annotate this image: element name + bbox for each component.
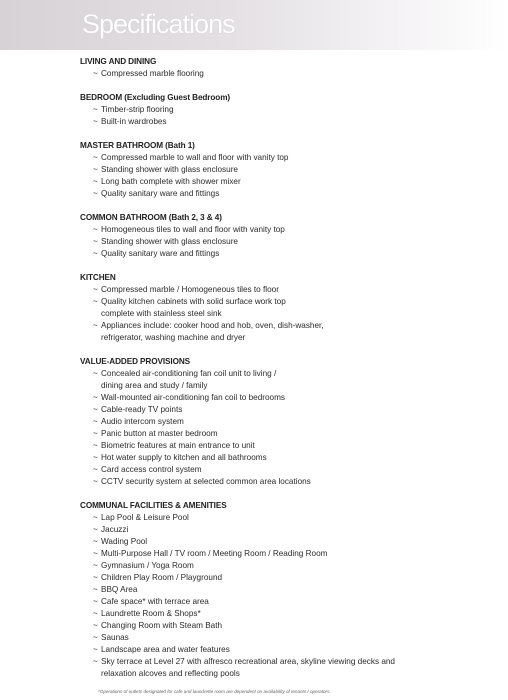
tilde-bullet-icon: ~ (93, 165, 98, 174)
spec-item (93, 392, 490, 404)
spec-item (93, 560, 490, 572)
spec-item-text: CCTV security system at selected common area locations (101, 477, 311, 486)
spec-section (80, 140, 490, 200)
spec-item-text: Quality sanitary ware and fittings (101, 189, 220, 198)
spec-item (93, 152, 490, 164)
tilde-bullet-icon: ~ (93, 513, 98, 522)
spec-section (80, 212, 490, 260)
spec-item-text: Saunas (101, 633, 129, 642)
spec-item (93, 248, 490, 260)
tilde-bullet-icon: ~ (93, 393, 98, 402)
spec-section (80, 500, 490, 680)
spec-item (93, 188, 490, 200)
spec-item-text: Wall-mounted air-conditioning fan coil to bedrooms (101, 393, 286, 402)
spec-item-text: Landscape area and water features (101, 645, 230, 654)
spec-item (93, 368, 490, 392)
tilde-bullet-icon: ~ (93, 105, 98, 114)
specifications-list (80, 56, 490, 692)
spec-item-text: Compressed marble flooring (101, 69, 204, 78)
spec-item (93, 176, 490, 188)
tilde-bullet-icon: ~ (93, 237, 98, 246)
spec-item-text: dining area and study / family (101, 381, 208, 390)
spec-section (80, 92, 490, 128)
tilde-bullet-icon: ~ (93, 441, 98, 450)
spec-item-text: Compressed marble to wall and floor with vanity top (101, 153, 289, 162)
spec-item-text: Timber-strip flooring (101, 105, 174, 114)
header-band (0, 0, 508, 50)
spec-item-text: Compressed marble / Homogeneous tiles to floor (101, 285, 279, 294)
page-title: Specifications (82, 9, 235, 39)
spec-item (93, 284, 490, 296)
section-heading: COMMUNAL FACILITIES & AMENITIES (80, 501, 227, 510)
spec-item-text: Card access control system (101, 465, 202, 474)
tilde-bullet-icon: ~ (93, 573, 98, 582)
tilde-bullet-icon: ~ (93, 477, 98, 486)
spec-item (93, 320, 490, 344)
spec-item-text: Jacuzzi (101, 525, 129, 534)
spec-item-text: Biometric features at main entrance to unit (101, 441, 255, 450)
spec-item-text: Built-in wardrobes (101, 117, 167, 126)
section-heading: VALUE-ADDED PROVISIONS (80, 357, 191, 366)
spec-item-text: BBQ Area (101, 585, 138, 594)
spec-item (93, 536, 490, 548)
spec-item-text: Audio intercom system (101, 417, 184, 426)
tilde-bullet-icon: ~ (93, 621, 98, 630)
spec-section (80, 272, 490, 344)
spec-items (80, 512, 490, 680)
spec-item (93, 68, 490, 80)
spec-item-text: Homogeneous tiles to wall and floor with vanity top (101, 225, 285, 234)
tilde-bullet-icon: ~ (93, 453, 98, 462)
spec-items (80, 368, 490, 488)
tilde-bullet-icon: ~ (93, 549, 98, 558)
spec-item (93, 644, 490, 656)
tilde-bullet-icon: ~ (93, 69, 98, 78)
spec-item-text: Panic button at master bedroom (101, 429, 218, 438)
section-heading: MASTER BATHROOM (Bath 1) (80, 141, 195, 150)
spec-item-text: Quality sanitary ware and fittings (101, 249, 220, 258)
spec-item-text: Gymnasium / Yoga Room (101, 561, 194, 570)
spec-item-text: Children Play Room / Playground (101, 573, 223, 582)
spec-items (80, 152, 490, 200)
spec-item-text: Standing shower with glass enclosure (101, 237, 238, 246)
tilde-bullet-icon: ~ (93, 657, 98, 666)
tilde-bullet-icon: ~ (93, 249, 98, 258)
spec-item-text: Laundrette Room & Shops* (101, 609, 201, 618)
spec-item (93, 656, 490, 680)
spec-item (93, 116, 490, 128)
tilde-bullet-icon: ~ (93, 597, 98, 606)
tilde-bullet-icon: ~ (93, 177, 98, 186)
spec-item (93, 584, 490, 596)
spec-items (80, 68, 490, 80)
tilde-bullet-icon: ~ (93, 189, 98, 198)
spec-item-text: Concealed air-conditioning fan coil unit to living / (101, 369, 277, 378)
tilde-bullet-icon: ~ (93, 633, 98, 642)
spec-item (93, 464, 490, 476)
spec-item-text: Multi-Purpose Hall / TV room / Meeting Room / Reading Room (101, 549, 328, 558)
spec-item-text: Changing Room with Steam Bath (101, 621, 223, 630)
spec-item-text: relaxation alcoves and reflecting pools (101, 669, 240, 678)
tilde-bullet-icon: ~ (93, 645, 98, 654)
section-heading: BEDROOM (Excluding Guest Bedroom) (80, 93, 230, 102)
tilde-bullet-icon: ~ (93, 609, 98, 618)
tilde-bullet-icon: ~ (93, 405, 98, 414)
section-heading: COMMON BATHROOM (Bath 2, 3 & 4) (80, 213, 222, 222)
spec-item-text: Appliances include: cooker hood and hob, oven, dish-washer, (101, 321, 324, 330)
tilde-bullet-icon: ~ (93, 321, 98, 330)
spec-item (93, 620, 490, 632)
spec-item (93, 596, 490, 608)
spec-items (80, 104, 490, 128)
tilde-bullet-icon: ~ (93, 153, 98, 162)
footnote: *Operations of outlets designated for cafe and laundrette room are dependent on availability of tenants / operators. (98, 689, 331, 694)
spec-item (93, 416, 490, 428)
spec-item (93, 452, 490, 464)
tilde-bullet-icon: ~ (93, 525, 98, 534)
tilde-bullet-icon: ~ (93, 585, 98, 594)
spec-item (93, 164, 490, 176)
spec-items (80, 284, 490, 344)
spec-item (93, 512, 490, 524)
spec-item (93, 428, 490, 440)
spec-item (93, 548, 490, 560)
spec-item (93, 404, 490, 416)
tilde-bullet-icon: ~ (93, 537, 98, 546)
spec-item (93, 572, 490, 584)
spec-items (80, 224, 490, 260)
spec-item (93, 608, 490, 620)
tilde-bullet-icon: ~ (93, 225, 98, 234)
spec-item (93, 104, 490, 116)
spec-section (80, 56, 490, 80)
spec-item-text: Cafe space* with terrace area (101, 597, 209, 606)
spec-item-text: Wading Pool (101, 537, 148, 546)
spec-item-text: Long bath complete with shower mixer (101, 177, 241, 186)
tilde-bullet-icon: ~ (93, 417, 98, 426)
spec-item (93, 440, 490, 452)
spec-item (93, 524, 490, 536)
spec-item-text: Quality kitchen cabinets with solid surface work top (101, 297, 286, 306)
spec-item (93, 224, 490, 236)
spec-item-text: Sky terrace at Level 27 with alfresco recreational area, skyline viewing decks and (101, 657, 395, 666)
section-heading: KITCHEN (80, 273, 116, 282)
spec-item-text: refrigerator, washing machine and dryer (101, 333, 246, 342)
tilde-bullet-icon: ~ (93, 285, 98, 294)
spec-item (93, 476, 490, 488)
tilde-bullet-icon: ~ (93, 369, 98, 378)
tilde-bullet-icon: ~ (93, 465, 98, 474)
tilde-bullet-icon: ~ (93, 297, 98, 306)
tilde-bullet-icon: ~ (93, 561, 98, 570)
spec-item-text: complete with stainless steel sink (101, 309, 222, 318)
tilde-bullet-icon: ~ (93, 429, 98, 438)
spec-item-text: Cable-ready TV points (101, 405, 183, 414)
spec-item (93, 296, 490, 320)
spec-item-text: Lap Pool & Leisure Pool (101, 513, 189, 522)
section-heading: LIVING AND DINING (80, 57, 157, 66)
tilde-bullet-icon: ~ (93, 117, 98, 126)
spec-item-text: Standing shower with glass enclosure (101, 165, 238, 174)
spec-item (93, 632, 490, 644)
spec-item (93, 236, 490, 248)
spec-item-text: Hot water supply to kitchen and all bathrooms (101, 453, 267, 462)
spec-section (80, 356, 490, 488)
